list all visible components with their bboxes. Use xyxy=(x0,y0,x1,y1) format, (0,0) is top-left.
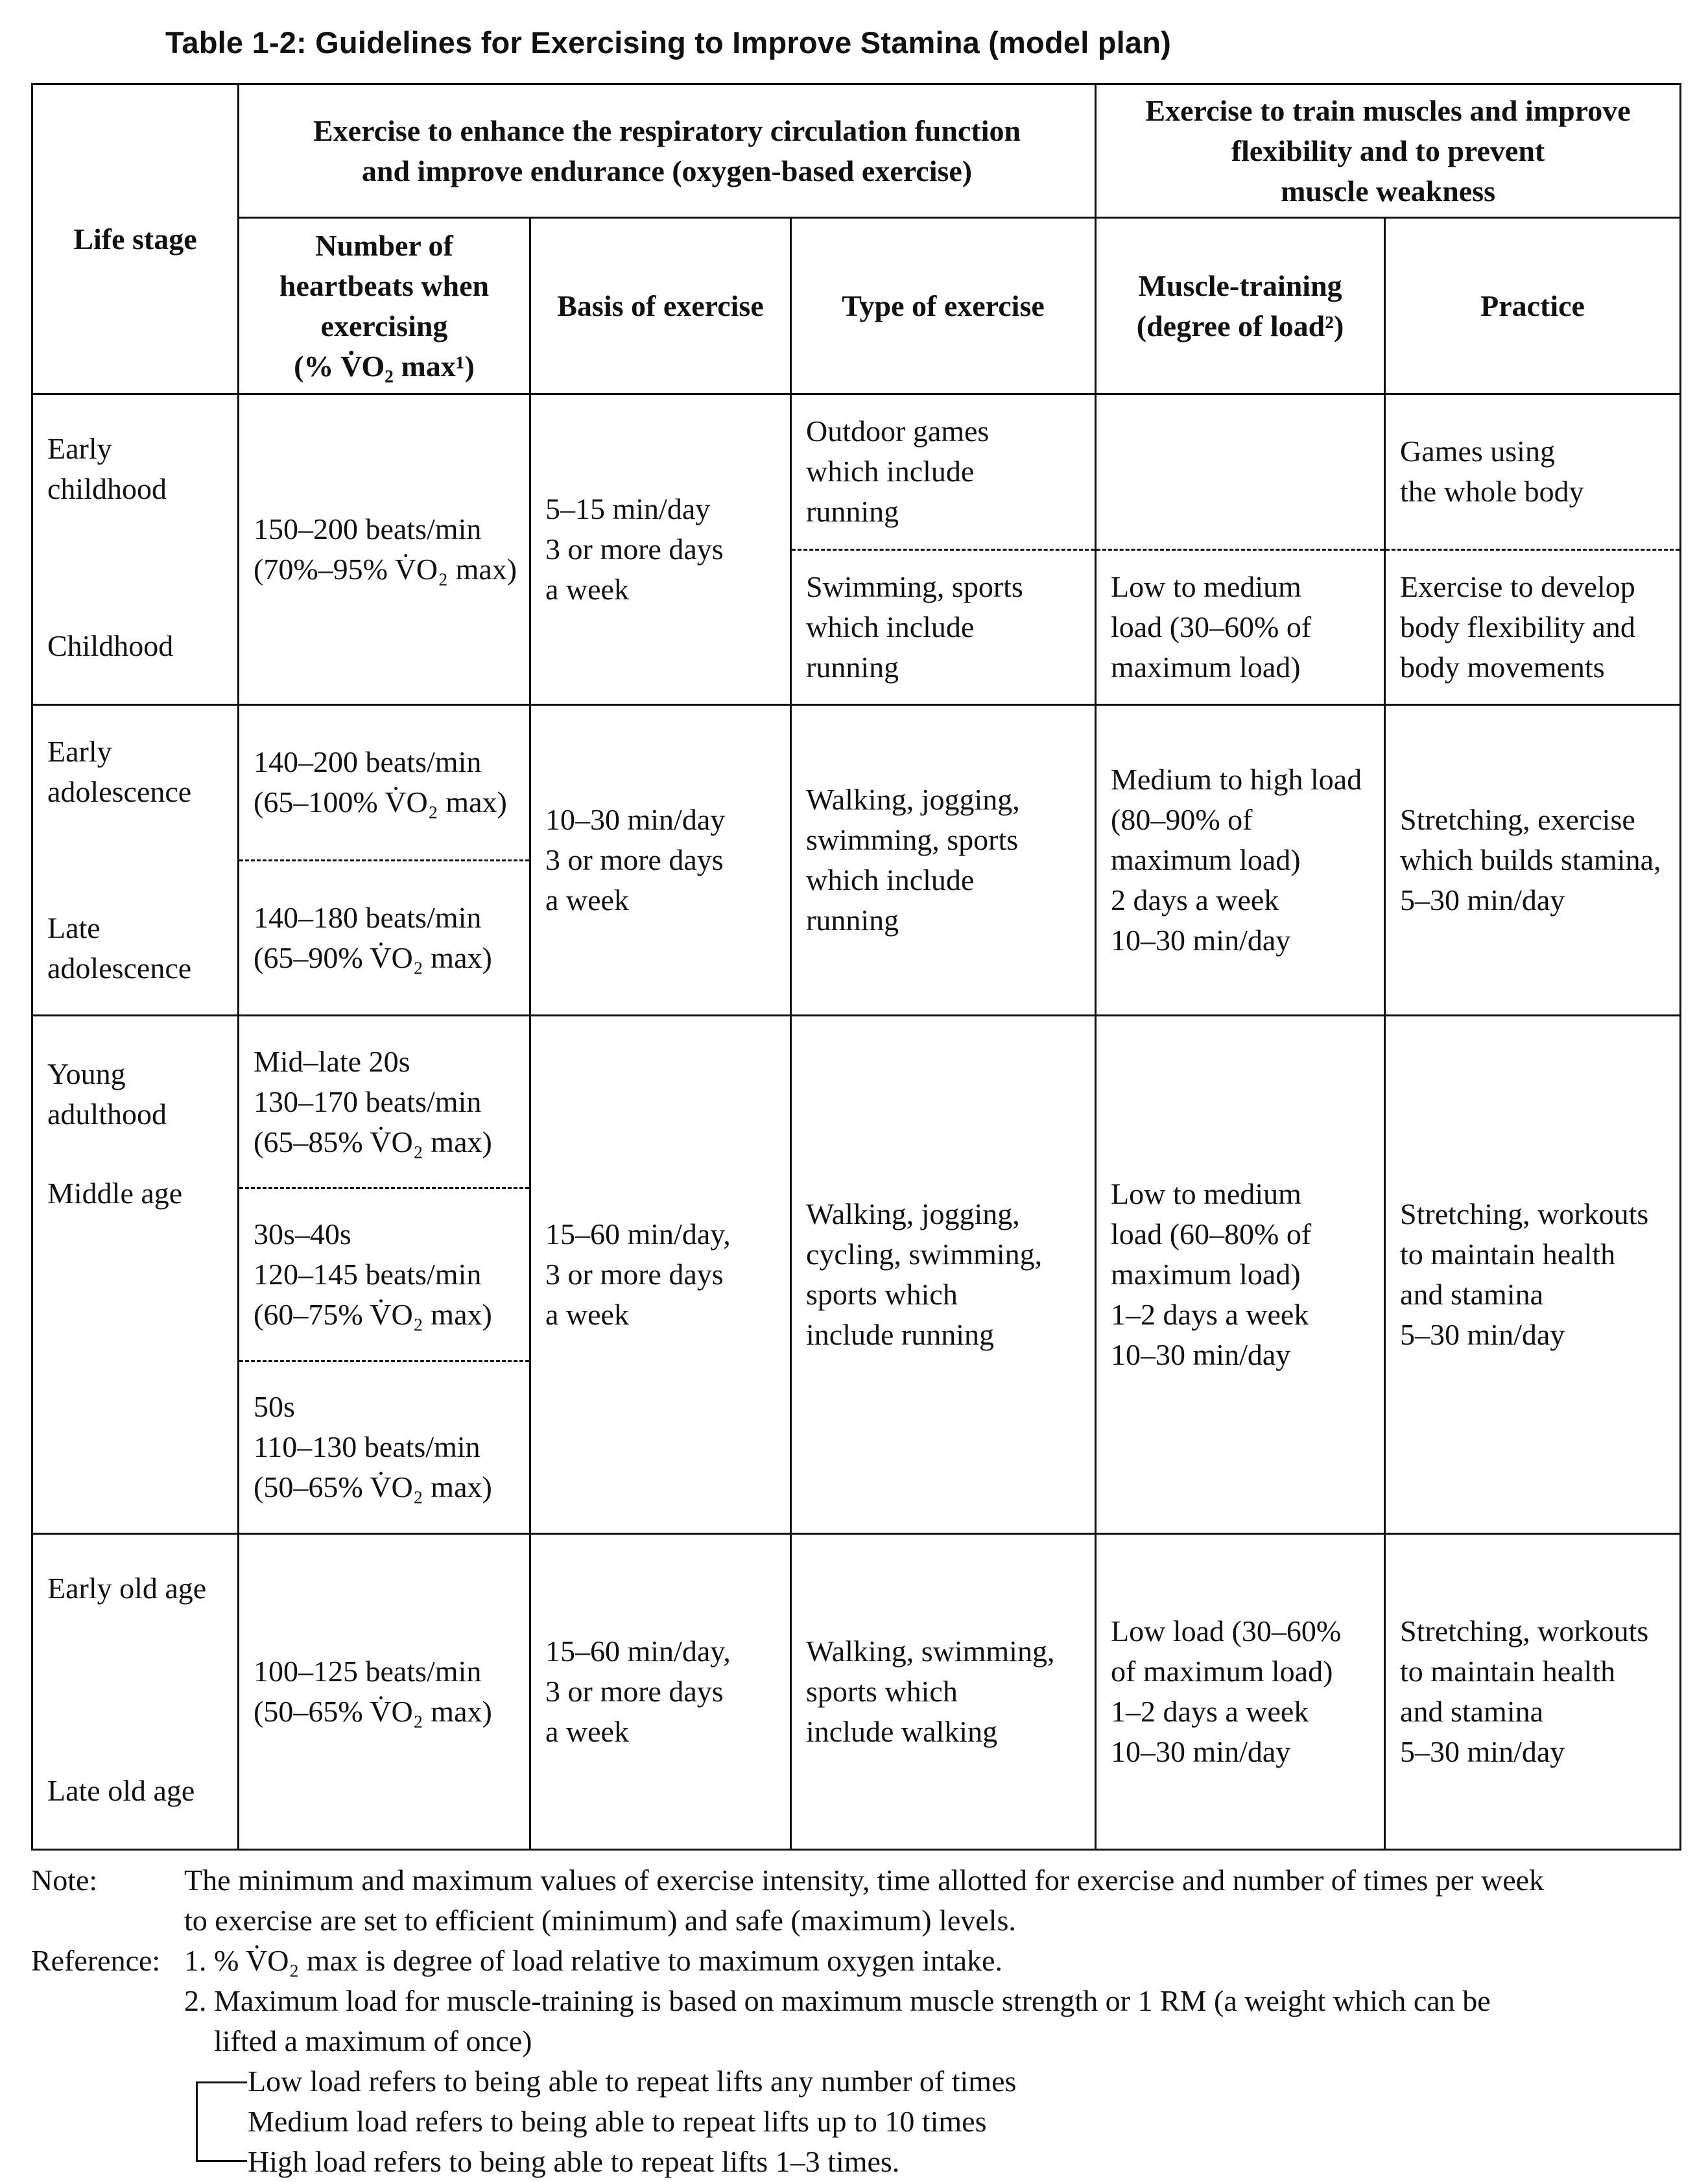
cell-text: a week xyxy=(545,573,629,606)
cell-text: Low to medium xyxy=(1111,569,1301,603)
cell-text: 130–170 beats/min xyxy=(254,1085,482,1118)
cell-heartbeats xyxy=(239,394,530,705)
cell-text: 3 or more days xyxy=(545,1258,724,1291)
cell-text: (50–65% V̇O₂ max) xyxy=(254,1470,492,1504)
cell-type xyxy=(791,1016,1096,1534)
header-line: and improve endurance (oxygen-based exercise) xyxy=(361,154,973,187)
cell-text: sports which xyxy=(806,1675,958,1708)
cell-text: 5–15 min/day xyxy=(545,492,711,525)
header-line: Exercise to train muscles and improve xyxy=(1145,93,1631,127)
reference-item-2 xyxy=(184,1981,1691,2061)
header-muscle-group xyxy=(1096,84,1681,218)
cell-text: sports which xyxy=(806,1278,958,1311)
header-line: Exercise to enhance the respiratory circulation function xyxy=(313,114,1021,147)
life-stage-text: Early xyxy=(47,432,112,465)
cell-text: Exercise to develop xyxy=(1400,569,1635,603)
header-line: exercising xyxy=(320,309,448,342)
reference-number: 2. xyxy=(184,1984,207,2017)
reference-label: Reference: xyxy=(31,1944,161,1977)
cell-basis xyxy=(530,1534,791,1850)
cell-text: 100–125 beats/min xyxy=(254,1655,482,1688)
life-stage-text: Childhood xyxy=(47,629,174,662)
life-stage-text: adulthood xyxy=(47,1097,167,1131)
cell-type xyxy=(791,1534,1096,1850)
cell-text: of maximum load) xyxy=(1111,1655,1333,1688)
cell-text: Stretching, workouts xyxy=(1400,1197,1649,1230)
cell-text: running xyxy=(806,495,899,529)
cell-text: 10–30 min/day xyxy=(1111,1735,1291,1768)
cell-life-stage xyxy=(32,705,239,1016)
cell-text: 15–60 min/day, xyxy=(545,1217,731,1251)
life-stage-text: adolescence xyxy=(47,952,192,985)
header-line: (degree of load²) xyxy=(1136,309,1344,342)
note-text: The minimum and maximum values of exercise intensity, time allotted for exercise and number of times per week xyxy=(184,1864,1545,1897)
reference-item-1 xyxy=(184,1941,1691,1981)
cell-type xyxy=(791,705,1096,1016)
cell-text: Walking, jogging, xyxy=(806,783,1020,816)
cell-life-stage xyxy=(32,1016,239,1534)
cell-practice xyxy=(1385,1534,1681,1850)
cell-text: Mid–late 20s xyxy=(254,1044,410,1078)
cell-practice xyxy=(1385,1016,1681,1534)
cell-text: Low load (30–60% xyxy=(1111,1614,1342,1648)
cell-practice xyxy=(1385,705,1681,1016)
cell-text: maximum load) xyxy=(1111,843,1301,876)
table-row-old-age xyxy=(32,1534,1681,1850)
cell-text: 50s xyxy=(254,1390,295,1424)
table-row-childhood xyxy=(32,394,1681,705)
cell-text: which include xyxy=(806,863,975,896)
cell-text: maximum load) xyxy=(1111,1258,1301,1291)
cell-text: and stamina xyxy=(1400,1278,1544,1311)
cell-text: 3 or more days xyxy=(545,843,724,876)
cell-muscle xyxy=(1096,394,1385,705)
cell-basis xyxy=(530,1016,791,1534)
cell-life-stage xyxy=(32,394,239,705)
cell-text: Low to medium xyxy=(1111,1177,1301,1210)
cell-text: 10–30 min/day xyxy=(1111,1338,1291,1371)
cell-text: Walking, jogging, xyxy=(806,1197,1020,1230)
cell-text: (65–90% V̇O₂ max) xyxy=(254,941,492,974)
cell-text: a week xyxy=(545,1298,629,1331)
cell-basis xyxy=(530,705,791,1016)
cell-text: (50–65% V̇O₂ max) xyxy=(254,1695,492,1728)
cell-text: Stretching, workouts xyxy=(1400,1614,1649,1648)
cell-practice xyxy=(1385,394,1681,705)
table-row-adolescence xyxy=(32,705,1681,1016)
cell-text: include walking xyxy=(806,1715,998,1748)
reference-text: Maximum load for muscle-training is based on maximum muscle strength or 1 RM (a weight which can be xyxy=(214,1984,1491,2017)
cell-heartbeats xyxy=(239,705,530,1016)
cell-text: include running xyxy=(806,1318,994,1351)
cell-text: Stretching, exercise xyxy=(1400,803,1635,836)
cell-text: 150–200 beats/min xyxy=(254,512,482,546)
cell-text: (80–90% of xyxy=(1111,803,1253,836)
cell-text: running xyxy=(806,650,899,684)
cell-text: (65–85% V̇O₂ max) xyxy=(254,1125,492,1158)
cell-text: 3 or more days xyxy=(545,1675,724,1708)
table-row-adulthood xyxy=(32,1016,1681,1534)
cell-text: load (30–60% of xyxy=(1111,610,1312,643)
cell-text: 10–30 min/day xyxy=(545,803,726,836)
header-type: Type of exercise xyxy=(791,218,1096,394)
header-line: Muscle-training xyxy=(1138,269,1342,302)
cell-text: 110–130 beats/min xyxy=(254,1430,480,1464)
header-line: flexibility and to prevent xyxy=(1231,134,1545,167)
cell-text: (70%–95% V̇O₂ max) xyxy=(254,553,517,586)
life-stage-text: Early old age xyxy=(47,1572,207,1605)
cell-text: 5–30 min/day xyxy=(1400,1318,1565,1351)
cell-text: Swimming, sports xyxy=(806,569,1023,603)
cell-text: a week xyxy=(545,1715,629,1748)
cell-text: body flexibility and xyxy=(1400,610,1635,643)
life-stage-text: Late old age xyxy=(47,1774,195,1807)
note xyxy=(31,1860,1691,1941)
load-definition: Low load refers to being able to repeat lifts any number of times xyxy=(248,2065,1017,2098)
header-line: heartbeats when xyxy=(279,269,490,302)
cell-text: running xyxy=(806,904,899,937)
cell-text: 1–2 days a week xyxy=(1111,1695,1309,1728)
cell-text: which builds stamina, xyxy=(1400,843,1661,876)
header-aerobic-group xyxy=(239,84,1096,218)
cell-text: Outdoor games xyxy=(806,414,990,448)
reference-text: % V̇O₂ max is degree of load relative to maximum oxygen intake. xyxy=(214,1944,1002,1977)
cell-text: 120–145 beats/min xyxy=(254,1257,482,1291)
load-definition: Medium load refers to being able to repeat lifts up to 10 times xyxy=(248,2105,987,2138)
life-stage-text: Middle age xyxy=(47,1177,183,1210)
header-line: Number of xyxy=(315,228,453,262)
header-line: (% V̇O₂ max¹) xyxy=(294,349,475,383)
cell-type xyxy=(791,394,1096,705)
note-label: Note: xyxy=(31,1864,98,1897)
header-life-stage: Life stage xyxy=(32,84,239,394)
life-stage-text: Late xyxy=(47,911,101,944)
cell-text: 15–60 min/day, xyxy=(545,1635,731,1668)
cell-text: maximum load) xyxy=(1111,650,1301,684)
cell-text: which include xyxy=(806,610,975,643)
cell-text: 1–2 days a week xyxy=(1111,1298,1309,1331)
cell-text: the whole body xyxy=(1400,475,1584,509)
header-row-columns xyxy=(32,218,1681,394)
header-practice: Practice xyxy=(1385,218,1681,394)
table-notes xyxy=(31,1860,1691,2182)
reference-number: 1. xyxy=(184,1944,207,1977)
cell-text: to maintain health xyxy=(1400,1655,1616,1688)
life-stage-text: Early xyxy=(47,735,112,768)
header-line: muscle weakness xyxy=(1281,174,1496,208)
cell-text: 5–30 min/day xyxy=(1400,1735,1565,1768)
cell-text: swimming, sports xyxy=(806,823,1019,856)
cell-muscle xyxy=(1096,705,1385,1016)
cell-text: 3 or more days xyxy=(545,533,724,566)
note-text: to exercise are set to efficient (minimum) and safe (maximum) levels. xyxy=(184,1904,1016,1937)
life-stage-text: Young xyxy=(47,1057,126,1090)
cell-text: a week xyxy=(545,883,629,917)
header-row-groups xyxy=(32,84,1681,218)
load-definition: High load refers to being able to repeat lifts 1–3 times. xyxy=(248,2145,900,2178)
cell-text: which include xyxy=(806,455,975,488)
cell-text: (65–100% V̇O₂ max) xyxy=(254,785,507,819)
cell-text: 30s–40s xyxy=(254,1217,351,1251)
cell-muscle xyxy=(1096,1016,1385,1534)
cell-muscle xyxy=(1096,1534,1385,1850)
cell-heartbeats xyxy=(239,1534,530,1850)
header-basis: Basis of exercise xyxy=(530,218,791,394)
cell-text: 2 days a week xyxy=(1111,883,1279,917)
cell-text: 140–200 beats/min xyxy=(254,745,482,779)
cell-text: Games using xyxy=(1400,435,1555,468)
cell-text: and stamina xyxy=(1400,1695,1544,1728)
cell-text: Medium to high load xyxy=(1111,763,1362,796)
cell-text: 10–30 min/day xyxy=(1111,924,1291,957)
table-title: Table 1-2: Guidelines for Exercising to Improve Stamina (model plan) xyxy=(165,25,1171,60)
cell-text: (60–75% V̇O₂ max) xyxy=(254,1297,492,1331)
cell-text: to maintain health xyxy=(1400,1238,1616,1271)
cell-text: Walking, swimming, xyxy=(806,1635,1055,1668)
header-heartbeats xyxy=(239,218,530,394)
cell-life-stage xyxy=(32,1534,239,1850)
cell-text: cycling, swimming, xyxy=(806,1238,1043,1271)
reference xyxy=(31,1941,1691,2061)
life-stage-text: adolescence xyxy=(47,775,192,808)
header-muscle-training xyxy=(1096,218,1385,394)
cell-heartbeats xyxy=(239,1016,530,1534)
cell-text: 140–180 beats/min xyxy=(254,900,482,934)
cell-basis xyxy=(530,394,791,705)
cell-text: load (60–80% of xyxy=(1111,1217,1312,1251)
exercise-guidelines-table xyxy=(31,83,1681,1851)
load-definitions-bracket xyxy=(184,2061,1691,2182)
cell-text: 5–30 min/day xyxy=(1400,883,1565,917)
life-stage-text: childhood xyxy=(47,472,167,505)
reference-text: lifted a maximum of once) xyxy=(214,2024,532,2057)
cell-text: body movements xyxy=(1400,650,1605,684)
